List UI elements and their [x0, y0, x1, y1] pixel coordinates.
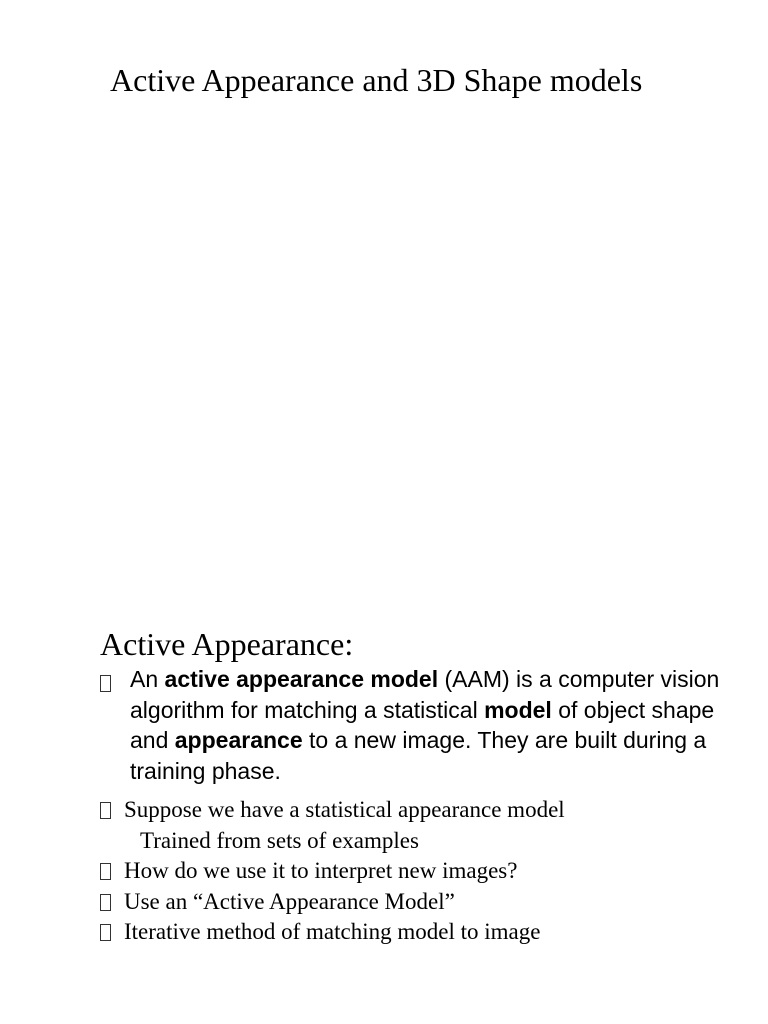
aam-definition-paragraph	[100, 664, 740, 786]
bold-term: active appearance model	[164, 666, 439, 692]
list-item-text: Use an “Active Appearance Model”	[124, 888, 455, 914]
list-item	[100, 887, 565, 918]
list-item	[100, 856, 565, 887]
missing-glyph-box-icon	[100, 667, 111, 698]
bullet-list	[100, 795, 565, 948]
list-item-text: How do we use it to interpret new images?	[124, 858, 518, 883]
missing-glyph-box-icon	[100, 856, 111, 887]
bold-term: model	[484, 696, 552, 723]
list-item	[100, 917, 565, 948]
section-heading: Active Appearance:	[100, 626, 354, 662]
missing-glyph-box-icon	[100, 917, 111, 948]
aam-definition-text: An active appearance model (AAM) is a computer vision algorithm for matching a statistical model of object shape and appearance to a new image. They are built during a training phase.	[130, 666, 720, 784]
list-item-text: Suppose we have a statistical appearance model	[124, 797, 565, 822]
list-item-text: Iterative method of matching model to image	[124, 919, 541, 944]
page-title: Active Appearance and 3D Shape models	[110, 62, 643, 98]
list-item-subtext: Trained from sets of examples	[140, 827, 419, 853]
missing-glyph-box-icon	[100, 887, 111, 918]
list-item	[100, 795, 565, 826]
bold-term: appearance	[174, 727, 303, 753]
missing-glyph-box-icon	[100, 795, 111, 826]
